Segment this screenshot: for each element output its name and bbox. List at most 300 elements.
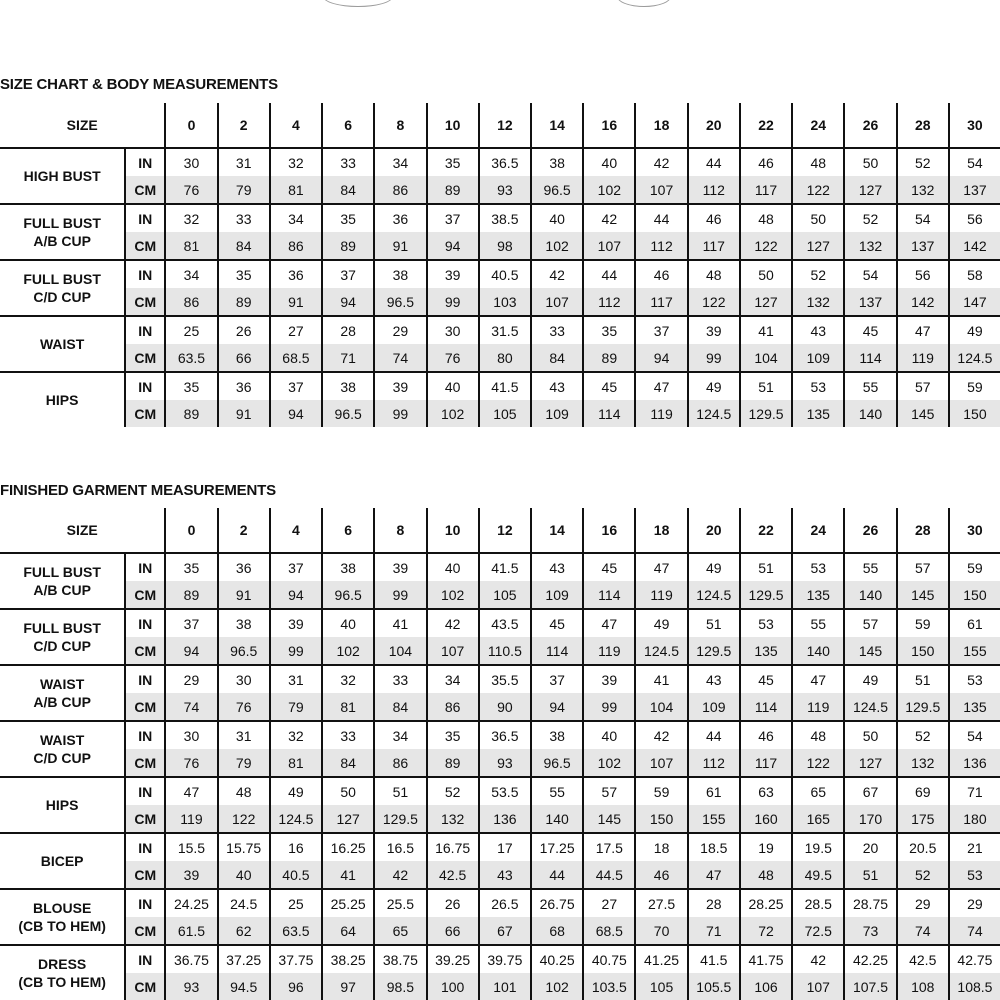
unit-label-in: IN [125, 148, 165, 176]
measurement-value: 107 [792, 973, 844, 1000]
unit-label-cm: CM [125, 581, 165, 609]
measurement-value: 37 [270, 553, 322, 581]
measurement-value: 96.5 [322, 581, 374, 609]
measurement-value: 51 [688, 609, 740, 637]
measurement-value: 41 [740, 316, 792, 344]
body-measurements-table [0, 103, 1000, 427]
measurement-value: 57 [897, 372, 949, 400]
measurement-subname: (CB TO HEM) [18, 918, 106, 934]
measurement-value: 38 [531, 721, 583, 749]
unit-label-in: IN [125, 372, 165, 400]
measurement-value: 39.25 [427, 945, 479, 973]
measurement-value: 49 [270, 777, 322, 805]
measurement-value: 102 [322, 637, 374, 665]
measurement-value: 114 [740, 693, 792, 721]
measurement-value: 74 [165, 693, 217, 721]
measurement-value: 44 [583, 260, 635, 288]
measurement-value: 109 [531, 581, 583, 609]
measurement-value: 81 [270, 749, 322, 777]
measurement-value: 38 [322, 553, 374, 581]
measurement-value: 57 [583, 777, 635, 805]
measurement-value: 37 [531, 665, 583, 693]
measurement-label [0, 833, 125, 889]
unit-label-in: IN [125, 609, 165, 637]
measurement-value: 46 [635, 861, 687, 889]
measurement-value: 40 [218, 861, 270, 889]
measurement-value: 35 [165, 372, 217, 400]
measurement-value: 55 [531, 777, 583, 805]
unit-label-in: IN [125, 833, 165, 861]
measurement-name: FULL BUST [23, 564, 101, 580]
measurement-value: 40.25 [531, 945, 583, 973]
measurement-value: 74 [949, 917, 1000, 945]
measurement-value: 114 [583, 400, 635, 427]
measurement-value: 93 [479, 176, 531, 204]
measurement-value: 19.5 [792, 833, 844, 861]
measurement-value: 71 [688, 917, 740, 945]
measurement-value: 42 [374, 861, 426, 889]
measurement-value: 117 [740, 176, 792, 204]
measurement-value: 140 [844, 581, 896, 609]
measurement-value: 124.5 [844, 693, 896, 721]
measurement-value: 29 [897, 889, 949, 917]
measurement-value: 44.5 [583, 861, 635, 889]
measurement-value: 42 [531, 260, 583, 288]
measurement-name: WAIST [39, 676, 85, 692]
measurement-value: 51 [740, 372, 792, 400]
measurement-value: 57 [897, 553, 949, 581]
measurement-value: 36.75 [165, 945, 217, 973]
measurement-value: 50 [322, 777, 374, 805]
measurement-value: 38.5 [479, 204, 531, 232]
measurement-value: 71 [967, 783, 983, 800]
measurement-value: 35 [322, 204, 374, 232]
measurement-value: 114 [844, 344, 896, 372]
measurement-value: 63 [740, 777, 792, 805]
measurement-label [0, 945, 125, 1000]
measurement-value: 53.5 [479, 777, 531, 805]
measurement-value: 59 [967, 559, 983, 576]
unit-label-cm: CM [125, 400, 165, 427]
measurement-value: 47 [792, 665, 844, 693]
measurement-value: 68.5 [270, 344, 322, 372]
measurement-value: 91 [374, 232, 426, 260]
measurement-value: 53 [792, 553, 844, 581]
measurement-row-in [0, 721, 1000, 749]
measurement-value: 99 [427, 288, 479, 316]
measurement-name: WAIST [39, 732, 85, 748]
size-column-header: 8 [374, 508, 426, 553]
measurement-value: 41.5 [688, 945, 740, 973]
measurement-value: 160 [740, 805, 792, 833]
measurement-value: 27.5 [635, 889, 687, 917]
measurement-value: 25.5 [374, 889, 426, 917]
measurement-value: 47 [635, 372, 687, 400]
size-column-header: 16 [583, 508, 635, 553]
size-column-header: 26 [844, 508, 896, 553]
measurement-value: 33 [218, 204, 270, 232]
measurement-value: 38 [322, 372, 374, 400]
measurement-value: 33 [322, 721, 374, 749]
measurement-value: 145 [844, 637, 896, 665]
measurement-value: 122 [792, 749, 844, 777]
measurement-value: 26 [427, 889, 479, 917]
measurement-value: 44 [688, 721, 740, 749]
measurement-value: 142 [897, 288, 949, 316]
measurement-value: 135 [792, 400, 844, 427]
measurement-value: 119 [635, 400, 687, 427]
measurement-value: 53 [967, 671, 983, 688]
measurement-value: 72.5 [792, 917, 844, 945]
measurement-value: 28.75 [844, 889, 896, 917]
unit-label-in: IN [125, 316, 165, 344]
measurement-value: 37 [270, 372, 322, 400]
measurement-row-cm [0, 581, 1000, 609]
size-column-header: 22 [740, 508, 792, 553]
measurement-value: 89 [583, 344, 635, 372]
measurement-label [0, 204, 125, 260]
measurement-row-in [0, 372, 1000, 400]
measurement-value: 38.75 [374, 945, 426, 973]
measurement-row-in [0, 665, 1000, 693]
measurement-value: 65 [374, 917, 426, 945]
measurement-value: 114 [531, 637, 583, 665]
measurement-value: 36.5 [479, 148, 531, 176]
measurement-value: 15.5 [165, 833, 217, 861]
measurement-value: 28 [688, 889, 740, 917]
measurement-row-in [0, 609, 1000, 637]
measurement-value: 76 [165, 749, 217, 777]
measurement-name: DRESS [38, 956, 87, 972]
measurement-value: 119 [635, 581, 687, 609]
measurement-row-cm [0, 917, 1000, 945]
measurement-value: 48 [740, 204, 792, 232]
measurement-value: 41.5 [479, 553, 531, 581]
unit-label-in: IN [125, 721, 165, 749]
measurement-label [0, 889, 125, 945]
measurement-value: 47 [635, 553, 687, 581]
unit-label-cm: CM [125, 288, 165, 316]
measurement-name: HIPS [45, 392, 79, 408]
measurement-value: 48 [792, 721, 844, 749]
measurement-value: 175 [897, 805, 949, 833]
measurement-value: 39 [374, 553, 426, 581]
measurement-value: 132 [427, 805, 479, 833]
measurement-value: 137 [844, 288, 896, 316]
measurement-value: 50 [844, 148, 896, 176]
measurement-value: 35 [583, 316, 635, 344]
size-column-header: 0 [165, 103, 217, 148]
measurement-label [0, 665, 125, 721]
measurement-value: 127 [792, 232, 844, 260]
measurement-value: 79 [218, 749, 270, 777]
measurement-label [0, 148, 125, 204]
measurement-value: 127 [844, 176, 896, 204]
measurement-value: 44 [531, 861, 583, 889]
measurement-value: 136 [949, 749, 1000, 777]
measurement-value: 26.75 [531, 889, 583, 917]
measurement-value: 99 [374, 400, 426, 427]
measurement-value: 140 [531, 805, 583, 833]
measurement-value: 50 [740, 260, 792, 288]
measurement-label [0, 777, 125, 833]
measurement-value: 104 [740, 344, 792, 372]
measurement-name: HIPS [45, 797, 79, 813]
garment-illustration-left [323, 0, 393, 7]
measurement-value: 31 [218, 148, 270, 176]
measurement-value: 132 [844, 232, 896, 260]
measurement-label [0, 721, 125, 777]
measurement-value: 112 [583, 288, 635, 316]
measurement-value: 36 [270, 260, 322, 288]
header-row [0, 508, 1000, 553]
measurement-value: 40 [583, 148, 635, 176]
measurement-value: 47 [897, 316, 949, 344]
measurement-value: 91 [218, 400, 270, 427]
size-column-header: 6 [322, 103, 374, 148]
measurement-value: 45 [531, 609, 583, 637]
measurement-value: 109 [792, 344, 844, 372]
measurement-value: 119 [165, 805, 217, 833]
measurement-value: 51 [897, 665, 949, 693]
measurement-value: 89 [427, 176, 479, 204]
measurement-value: 106 [740, 973, 792, 1000]
measurement-value: 86 [374, 176, 426, 204]
measurement-value: 105 [479, 581, 531, 609]
measurement-label [0, 372, 125, 427]
measurement-value: 89 [165, 400, 217, 427]
measurement-value: 96.5 [374, 288, 426, 316]
measurement-value: 96 [270, 973, 322, 1000]
measurement-value: 84 [531, 344, 583, 372]
measurement-row-cm [0, 400, 1000, 427]
measurement-value: 79 [270, 693, 322, 721]
measurement-row-cm [0, 805, 1000, 833]
section-title-finished-garment: FINISHED GARMENT MEASUREMENTS [0, 482, 276, 499]
measurement-row-in [0, 777, 1000, 805]
size-column-header: 24 [792, 508, 844, 553]
measurement-value: 107 [531, 288, 583, 316]
measurement-value: 114 [583, 581, 635, 609]
measurement-value: 42 [792, 945, 844, 973]
measurement-value: 109 [688, 693, 740, 721]
measurement-value: 145 [897, 400, 949, 427]
measurement-value: 55 [844, 553, 896, 581]
measurement-subname: C/D CUP [33, 638, 91, 654]
measurement-value: 49 [844, 665, 896, 693]
measurement-value: 47 [688, 861, 740, 889]
measurement-value: 129.5 [740, 400, 792, 427]
measurement-value: 127 [322, 805, 374, 833]
measurement-value: 27 [270, 316, 322, 344]
measurement-value: 53 [792, 372, 844, 400]
measurement-value: 40 [427, 372, 479, 400]
measurement-value: 132 [897, 176, 949, 204]
measurement-row-cm [0, 288, 1000, 316]
measurement-value: 155 [688, 805, 740, 833]
size-column-header: 16 [583, 103, 635, 148]
measurement-label [0, 316, 125, 372]
measurement-value: 33 [374, 665, 426, 693]
measurement-value: 100 [427, 973, 479, 1000]
measurement-label [0, 553, 125, 609]
measurement-value: 90 [479, 693, 531, 721]
measurement-value: 42.5 [427, 861, 479, 889]
unit-label-in: IN [125, 777, 165, 805]
measurement-value: 94 [270, 400, 322, 427]
unit-label-cm: CM [125, 693, 165, 721]
measurement-value: 51 [740, 553, 792, 581]
unit-label-cm: CM [125, 861, 165, 889]
measurement-value: 29 [165, 665, 217, 693]
size-column-header: 26 [844, 103, 896, 148]
size-column-header: 12 [479, 103, 531, 148]
measurement-value: 41 [374, 609, 426, 637]
measurement-value: 89 [165, 581, 217, 609]
measurement-value: 127 [844, 749, 896, 777]
measurement-value: 46 [740, 721, 792, 749]
measurement-value: 30 [165, 721, 217, 749]
measurement-value: 37 [165, 609, 217, 637]
size-column-header: 20 [688, 103, 740, 148]
measurement-value: 25 [270, 889, 322, 917]
measurement-value: 36 [374, 204, 426, 232]
measurement-value: 48 [218, 777, 270, 805]
measurement-value: 155 [949, 637, 1000, 665]
measurement-value: 124.5 [688, 581, 740, 609]
measurement-row-cm [0, 176, 1000, 204]
measurement-value: 108 [897, 973, 949, 1000]
measurement-value: 67 [479, 917, 531, 945]
measurement-value: 110.5 [479, 637, 531, 665]
measurement-value: 72 [740, 917, 792, 945]
measurement-value: 56 [897, 260, 949, 288]
size-column-header: 4 [270, 103, 322, 148]
measurement-value: 26 [218, 316, 270, 344]
size-column-header: 28 [897, 103, 949, 148]
unit-label-in: IN [125, 665, 165, 693]
measurement-row-in [0, 945, 1000, 973]
measurement-value: 19 [740, 833, 792, 861]
unit-label-in: IN [125, 553, 165, 581]
measurement-row-in [0, 204, 1000, 232]
measurement-value: 145 [583, 805, 635, 833]
measurement-value: 59 [635, 777, 687, 805]
measurement-row-in [0, 316, 1000, 344]
measurement-name: FULL BUST [23, 215, 101, 231]
measurement-value: 73 [844, 917, 896, 945]
measurement-value: 37.25 [218, 945, 270, 973]
measurement-value: 32 [165, 204, 217, 232]
measurement-value: 43 [531, 553, 583, 581]
measurement-value: 86 [427, 693, 479, 721]
measurement-value: 105 [479, 400, 531, 427]
measurement-value: 51 [374, 777, 426, 805]
measurement-value: 140 [844, 400, 896, 427]
measurement-value: 94 [270, 581, 322, 609]
measurement-value: 102 [531, 232, 583, 260]
measurement-value: 132 [897, 749, 949, 777]
measurement-value: 41.75 [740, 945, 792, 973]
measurement-value: 104 [635, 693, 687, 721]
measurement-value: 122 [218, 805, 270, 833]
measurement-value: 55 [844, 372, 896, 400]
measurement-subname: A/B CUP [33, 694, 91, 710]
unit-label-in: IN [125, 889, 165, 917]
measurement-value: 89 [218, 288, 270, 316]
measurement-value: 42.75 [957, 951, 993, 968]
measurement-value: 105 [635, 973, 687, 1000]
measurement-value: 122 [740, 232, 792, 260]
size-column-header: 14 [531, 103, 583, 148]
size-column-header: 12 [479, 508, 531, 553]
measurement-value: 31.5 [479, 316, 531, 344]
measurement-value: 104 [374, 637, 426, 665]
measurement-row-cm [0, 861, 1000, 889]
measurement-value: 119 [897, 344, 949, 372]
measurement-value: 80 [479, 344, 531, 372]
measurement-value: 34 [374, 721, 426, 749]
measurement-value: 31 [270, 665, 322, 693]
measurement-value: 165 [792, 805, 844, 833]
measurement-value: 96.5 [531, 176, 583, 204]
measurement-value: 84 [374, 693, 426, 721]
size-column-header: 30 [949, 508, 1000, 553]
size-column-header: 24 [792, 103, 844, 148]
measurement-value: 69 [897, 777, 949, 805]
measurement-row-in [0, 833, 1000, 861]
measurement-value: 40 [322, 609, 374, 637]
measurement-value: 107 [583, 232, 635, 260]
unit-label-cm: CM [125, 232, 165, 260]
measurement-value: 84 [218, 232, 270, 260]
measurement-value: 94 [427, 232, 479, 260]
measurement-value: 102 [583, 176, 635, 204]
measurement-value: 96.5 [531, 749, 583, 777]
measurement-value: 38 [218, 609, 270, 637]
measurement-value: 107 [427, 637, 479, 665]
measurement-value: 94 [165, 637, 217, 665]
measurement-value: 29 [967, 895, 983, 912]
measurement-row-cm [0, 749, 1000, 777]
measurement-value: 24.5 [218, 889, 270, 917]
measurement-value: 103 [479, 288, 531, 316]
size-header: SIZE [66, 522, 98, 538]
measurement-value: 117 [688, 232, 740, 260]
measurement-value: 76 [218, 693, 270, 721]
measurement-value: 40 [531, 204, 583, 232]
measurement-value: 43.5 [479, 609, 531, 637]
size-column-header: 10 [427, 103, 479, 148]
measurement-value: 25 [165, 316, 217, 344]
measurement-value: 38 [374, 260, 426, 288]
measurement-value: 58 [967, 266, 983, 283]
measurement-value: 99 [374, 581, 426, 609]
measurement-value: 86 [270, 232, 322, 260]
measurement-value: 170 [844, 805, 896, 833]
measurement-value: 43 [531, 372, 583, 400]
measurement-value: 61 [967, 615, 983, 632]
measurement-value: 52 [427, 777, 479, 805]
unit-label-cm: CM [125, 344, 165, 372]
measurement-value: 71 [322, 344, 374, 372]
measurement-value: 108.5 [949, 973, 1000, 1000]
measurement-value: 94.5 [218, 973, 270, 1000]
measurement-value: 26.5 [479, 889, 531, 917]
measurement-value: 40 [583, 721, 635, 749]
measurement-value: 101 [479, 973, 531, 1000]
measurement-value: 52 [792, 260, 844, 288]
